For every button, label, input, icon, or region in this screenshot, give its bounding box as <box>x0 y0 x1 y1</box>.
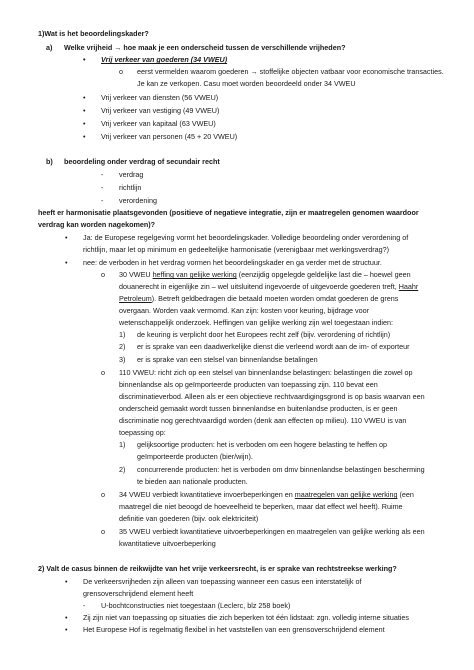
art30-condition: de keuring is verplicht door het Europees recht zelf (bijv. verordening of richtlijn) <box>137 330 391 339</box>
b-list-item: verdrag <box>119 170 144 179</box>
list-number: 1) <box>119 330 126 339</box>
art30-line: overgaan. Worden vaak vermomd. Kan zijn: kosten voor keuring, bijdrage voor <box>119 306 369 315</box>
art110-line: toepassing op: <box>119 428 166 437</box>
section-b-prefix: b) <box>46 157 53 166</box>
nee-paragraph: nee: de verboden in het verdrag vormen het beoordelingskader en ga verder met de structuur. <box>83 258 382 267</box>
case-reference: Petroleum <box>119 294 152 303</box>
art110-line: binnenlandse als op geïmporteerde producten van toepassing zijn. 110 bevat een <box>119 380 378 389</box>
section-b-heading: beoordeling onder verdrag of secundair recht <box>64 157 220 166</box>
free-goods-heading: Vrij verkeer van goederen (34 VWEU) <box>101 55 228 64</box>
bullet-icon: • <box>83 119 86 128</box>
dash-icon: - <box>101 183 104 192</box>
free-goods-text-line: eerst vermelden waarom goederen → stoffelijke objecten vatbaar voor economische transacties. <box>137 67 444 76</box>
art30-condition: er is sprake van een stelsel van binnenlandse betalingen <box>137 355 318 364</box>
b-list-item: verordening <box>119 196 157 205</box>
sub-bullet-icon: o <box>101 270 105 279</box>
question-1-title: 1)Wat is het beoordelingskader? <box>38 29 149 38</box>
bullet-icon: • <box>65 613 68 622</box>
term-mge: maatregelen van gelijke werking <box>294 490 398 499</box>
ja-paragraph: Ja: de Europese regelgeving vormt het beoordelingskader. Volledige beoordeling onder verordening of <box>83 233 409 242</box>
art110-line: discriminatie nog gerechtvaardigd worden (denk aan effecten op milieu). 110 VWEU is van <box>119 416 407 425</box>
art30-line: douanerecht in eigenlijke zin – wel uitsluitend ingevoerde of uitgevoerde goederen treft, Haahr <box>119 282 419 291</box>
art34-line: 34 VWEU verbiedt kwantitatieve invoerbeperkingen en maatregelen van gelijke werking (een <box>119 490 414 499</box>
list-number: 1) <box>119 440 126 449</box>
list-number: 2) <box>119 342 126 351</box>
art110-line: 110 VWEU: richt zich op een stelsel van binnenlandse belastingen: belastingen die zowel op <box>119 368 413 377</box>
dash-icon: - <box>101 196 104 205</box>
free-goods-text-line: Je kan ze verkopen. Casu moet worden beoordeeld onder 34 VWEU <box>137 79 356 88</box>
freedom-item-persons: Vrij verkeer van personen (45 + 20 VWEU) <box>101 132 238 141</box>
art30-line: wetenschappelijk onderzoek. Heffingen van gelijke werking zijn wel toegestaan indien: <box>119 318 393 327</box>
art110-line: onderscheid gemaakt wordt tussen binnenlandse en buitenlandse producten, is er geen <box>119 404 398 413</box>
harmonisation-question: verdrag kan worden nagekomen)? <box>38 220 156 229</box>
sub-bullet-icon: o <box>101 368 105 377</box>
q2-item: Het Europese Hof is regelmatig flexibel in het vaststellen van een grensoverschrijdend element <box>83 625 385 634</box>
list-number: 3) <box>119 355 126 364</box>
art35-line: kwantitatieve uitvoerbeperking <box>119 539 216 548</box>
b-list-item: richtlijn <box>119 183 142 192</box>
art34-line: definitie van goederen (bijv. ook elektriciteit) <box>119 514 259 523</box>
art110-item: te bieden aan nationale producten. <box>137 477 248 486</box>
bullet-icon: • <box>83 106 86 115</box>
ja-paragraph: richtlijn, maar let op minimum en gedeeltelijke harmonisatie (verenigbaar met werkingsverdrag?) <box>83 245 390 254</box>
art30-condition: er is sprake van een daadwerkelijke dienst die verleend wordt aan de im- of exporteur <box>137 342 410 351</box>
art110-item: concurrerende producten: het is verboden om dmv binnenlandse belastingen bescherming <box>137 465 425 474</box>
q2-sub-item: U-bochtconstructies niet toegestaan (Leclerc, blz 258 boek) <box>101 601 291 610</box>
bullet-icon: • <box>83 55 86 64</box>
art30-line: Petroleum). Betreft geldbedragen die betaald moeten worden omdat goederen de grens <box>119 294 399 303</box>
art34-line: maatregel die niet beoogd de hoeveelheid te beperken, maar dat effect wel heeft). Ruime <box>119 502 403 511</box>
art30-line: 30 VWEU heffing van gelijke werking (eenzijdig opgelegde geldelijke last die – hoewel geen <box>119 270 411 279</box>
bullet-icon: • <box>83 93 86 102</box>
art110-item: gelijksoortige producten: het is verboden om een hogere belasting te heffen op <box>137 440 388 449</box>
sub-bullet-icon: o <box>101 527 105 536</box>
question-2-title: 2) Valt de casus binnen de reikwijdte van het vrije verkeersrecht, is er sprake van rechtstreekse werking? <box>38 564 397 573</box>
bullet-icon: • <box>65 258 68 267</box>
bullet-icon: • <box>65 233 68 242</box>
q2-item: grensoverschrijdend element heeft <box>83 589 194 598</box>
case-reference: Haahr <box>398 282 419 291</box>
sub-bullet-icon: o <box>119 67 123 76</box>
freedom-item-services: Vrij verkeer van diensten (56 VWEU) <box>101 93 219 102</box>
dash-icon: - <box>101 170 104 179</box>
freedom-item-capital: Vrij verkeer van kapitaal (63 VWEU) <box>101 119 216 128</box>
term-heffing: heffing van gelijke werking <box>152 270 237 279</box>
harmonisation-question: heeft er harmonisatie plaatsgevonden (positieve of negatieve integratie, zijn er maatregelen genomen waardoor <box>38 208 419 217</box>
q2-item: De verkeersvrijheden zijn alleen van toepassing wanneer een casus een interstatelijk of <box>83 577 362 586</box>
section-a-heading: Welke vrijheid → hoe maak je een onderscheid tussen de verschillende vrijheden? <box>64 43 346 52</box>
art110-item: geïmporteerde producten (bier/wijn). <box>137 452 253 461</box>
q2-item: Zij zijn niet van toepassing op situaties die zich beperken tot één lidstaat: zgn. volledig interne situaties <box>83 613 410 622</box>
art35-line: 35 VWEU verbiedt kwantitatieve uitvoerbeperkingen en maatregelen van gelijke werking als een <box>119 527 425 536</box>
bullet-icon: • <box>83 132 86 141</box>
list-number: 2) <box>119 465 126 474</box>
bullet-icon: • <box>65 577 68 586</box>
sub-bullet-icon: o <box>101 490 105 499</box>
freedom-item-establishment: Vrij verkeer van vestiging (49 VWEU) <box>101 106 220 115</box>
section-a-prefix: a) <box>46 43 53 52</box>
art110-line: discriminatieverbod. Alleen als er een objectieve rechtvaardigingsgrond is op basis waarvan een <box>119 392 425 401</box>
bullet-icon: • <box>65 625 68 634</box>
dash-icon: - <box>83 601 86 610</box>
